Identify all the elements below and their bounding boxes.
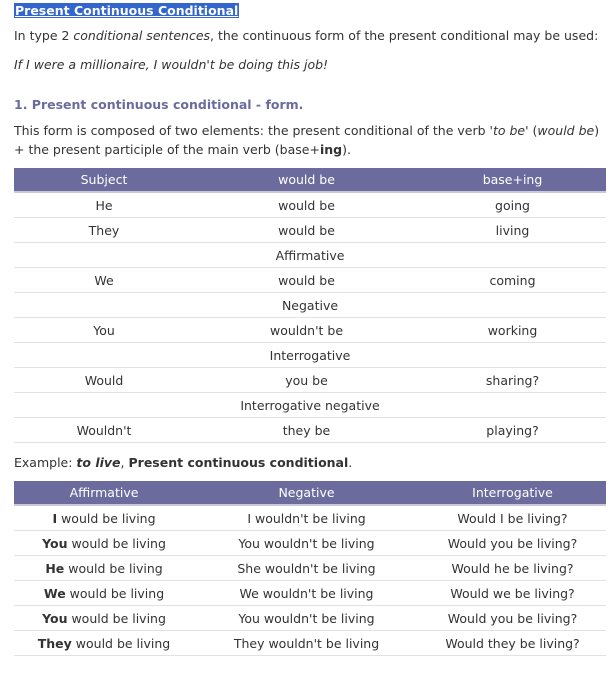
example-suffix: . bbox=[348, 455, 353, 470]
conjugation-cell bbox=[14, 581, 194, 606]
conjugation-cell: Would he be living? bbox=[419, 556, 606, 581]
form-table-row bbox=[14, 318, 606, 343]
form-table-row bbox=[14, 218, 606, 243]
intro-suffix: , the continuous form of the present conditional may be used: bbox=[210, 28, 599, 43]
conjugation-cell: You wouldn't be living bbox=[194, 531, 419, 556]
conjugation-cell: She wouldn't be living bbox=[194, 556, 419, 581]
conjugation-header-cell: Negative bbox=[194, 481, 419, 505]
conjugation-cell: Would you be living? bbox=[419, 531, 606, 556]
example-prefix: Example: bbox=[14, 455, 77, 470]
verb-phrase: would be living bbox=[64, 560, 163, 576]
subject-pronoun: You bbox=[42, 610, 68, 626]
verb-phrase: would be living bbox=[57, 510, 156, 526]
form-table-label-row bbox=[14, 293, 606, 318]
form-table-cell: wouldn't be bbox=[194, 318, 419, 343]
form-table-cell: working bbox=[419, 318, 606, 343]
form-table-header-cell: would be bbox=[194, 168, 419, 192]
conjugation-header-cell: Interrogative bbox=[419, 481, 606, 505]
subject-pronoun: They bbox=[37, 635, 72, 651]
example-tense: Present continuous conditional bbox=[128, 455, 349, 470]
form-text-part1: This form is composed of two elements: the present conditional of the verb ' bbox=[14, 123, 493, 138]
form-table-row bbox=[14, 192, 606, 218]
form-table-label-row bbox=[14, 243, 606, 268]
verb-phrase: would be living bbox=[71, 635, 171, 651]
subject-pronoun: You bbox=[42, 535, 68, 551]
form-text-verb2: would be bbox=[537, 123, 595, 138]
form-table-label: Negative bbox=[14, 293, 606, 318]
form-table-cell: they be bbox=[194, 418, 419, 443]
intro-paragraph bbox=[14, 28, 598, 44]
form-table-cell: Wouldn't bbox=[14, 418, 194, 443]
conjugation-cell bbox=[14, 556, 194, 581]
form-table-body bbox=[14, 192, 606, 443]
form-table-cell: He bbox=[14, 192, 194, 218]
conjugation-cell bbox=[14, 631, 194, 656]
example-line bbox=[14, 455, 352, 471]
verb-phrase: would be living bbox=[65, 585, 165, 601]
form-table-cell: They bbox=[14, 218, 194, 243]
intro-prefix: In type 2 bbox=[14, 28, 74, 43]
form-text-ing: ing bbox=[319, 142, 343, 157]
conjugation-cell: I wouldn't be living bbox=[194, 505, 419, 531]
form-text-line2-suffix: ). bbox=[342, 142, 351, 157]
conjugation-cell: Would I be living? bbox=[419, 505, 606, 531]
conjugation-cell: They wouldn't be living bbox=[194, 631, 419, 656]
subject-pronoun: I bbox=[52, 510, 58, 526]
form-text-part3: ) bbox=[594, 123, 600, 138]
form-table-cell: living bbox=[419, 218, 606, 243]
conjugation-row bbox=[14, 606, 606, 631]
example-verb: to live bbox=[76, 455, 121, 470]
conjugation-cell: Would they be living? bbox=[419, 631, 606, 656]
form-table-header bbox=[14, 168, 606, 192]
conjugation-row bbox=[14, 505, 606, 531]
form-table-label: Affirmative bbox=[14, 243, 606, 268]
intro-term: conditional sentences bbox=[73, 28, 211, 43]
form-table-header-cell: Subject bbox=[14, 168, 194, 192]
conjugation-table-body bbox=[14, 505, 606, 656]
conjugation-cell bbox=[14, 531, 194, 556]
example-sentence: If I were a millionaire, I wouldn't be doing this job! bbox=[14, 57, 329, 72]
form-table-row bbox=[14, 268, 606, 293]
conjugation-table-header bbox=[14, 481, 606, 505]
conjugation-row bbox=[14, 531, 606, 556]
form-table-cell: going bbox=[419, 192, 606, 218]
form-table-cell: coming bbox=[419, 268, 606, 293]
form-table-cell: Would bbox=[14, 368, 194, 393]
form-table-row bbox=[14, 368, 606, 393]
form-table bbox=[14, 168, 606, 443]
conjugation-cell bbox=[14, 606, 194, 631]
verb-phrase: would be living bbox=[67, 535, 166, 551]
conjugation-row bbox=[14, 581, 606, 606]
section-heading: 1. Present continuous conditional - form. bbox=[14, 97, 304, 112]
form-table-label: Interrogative bbox=[14, 343, 606, 368]
form-table-cell: You bbox=[14, 318, 194, 343]
example-sep: , bbox=[120, 455, 129, 470]
conjugation-cell: Would you be living? bbox=[419, 606, 606, 631]
form-description-line1 bbox=[14, 123, 599, 139]
conjugation-cell: Would we be living? bbox=[419, 581, 606, 606]
form-table-label-row bbox=[14, 343, 606, 368]
conjugation-cell bbox=[14, 505, 194, 531]
conjugation-cell: We wouldn't be living bbox=[194, 581, 419, 606]
conjugation-cell: You wouldn't be living bbox=[194, 606, 419, 631]
form-table-cell: playing? bbox=[419, 418, 606, 443]
form-table-cell: would be bbox=[194, 218, 419, 243]
form-table-row bbox=[14, 418, 606, 443]
form-table-cell: would be bbox=[194, 192, 419, 218]
conjugation-table bbox=[14, 481, 606, 656]
form-description-line2 bbox=[14, 142, 351, 158]
form-table-cell: would be bbox=[194, 268, 419, 293]
form-text-part2: ' ( bbox=[525, 123, 538, 138]
subject-pronoun: We bbox=[43, 585, 66, 601]
form-table-label: Interrogative negative bbox=[14, 393, 606, 418]
conjugation-row bbox=[14, 556, 606, 581]
conjugation-row bbox=[14, 631, 606, 656]
form-text-line2-prefix: + the present participle of the main verb (base+ bbox=[14, 142, 320, 157]
form-table-cell: you be bbox=[194, 368, 419, 393]
form-table-label-row bbox=[14, 393, 606, 418]
verb-phrase: would be living bbox=[67, 610, 166, 626]
subject-pronoun: He bbox=[45, 560, 65, 576]
conjugation-header-cell: Affirmative bbox=[14, 481, 194, 505]
form-table-cell: sharing? bbox=[419, 368, 606, 393]
form-table-cell: We bbox=[14, 268, 194, 293]
page-title: Present Continuous Conditional bbox=[15, 3, 239, 18]
form-table-header-cell: base+ing bbox=[419, 168, 606, 192]
form-text-verb: to be bbox=[492, 123, 526, 138]
